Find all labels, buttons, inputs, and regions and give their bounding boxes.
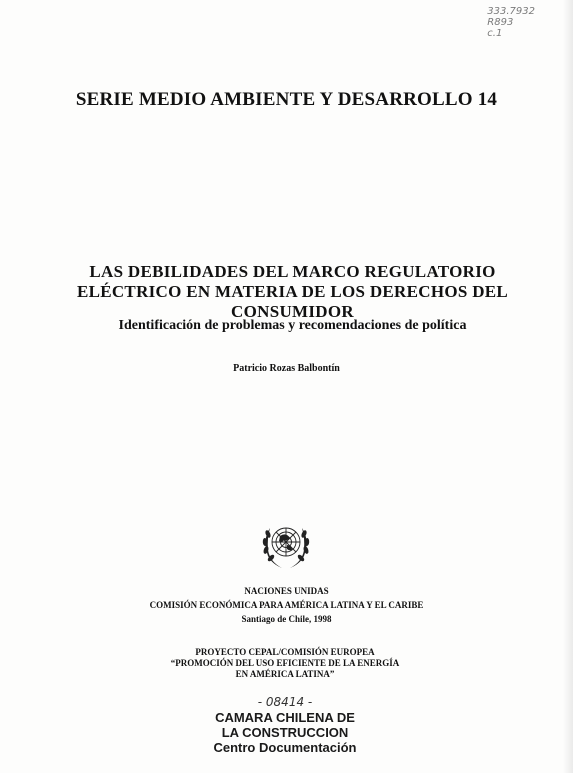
project-line-2: “PROMOCIÓN DEL USO EFICIENTE DE LA ENERGÍA — [170, 658, 400, 668]
stamp-line-3: Centro Documentación — [213, 740, 357, 755]
call-number-line-2: R893 — [487, 17, 514, 28]
handwritten-call-number — [487, 6, 535, 39]
project-block — [140, 647, 430, 680]
library-stamp — [200, 695, 370, 755]
document-title — [70, 262, 515, 322]
page-edge-shadow — [563, 0, 573, 773]
publisher-organization: NACIONES UNIDAS — [244, 586, 329, 596]
call-number-line-3: c.1 — [487, 28, 503, 39]
publisher-commission: COMISIÓN ECONÓMICA PARA AMÉRICA LATINA Y EL CARIBE — [149, 600, 424, 610]
author-name: Patricio Rozas Balbontín — [233, 363, 340, 374]
stamp-line-1: CAMARA CHILENA DE — [215, 710, 355, 725]
title-line-3: CONSUMIDOR — [231, 302, 354, 321]
project-line-3: EN AMÉRICA LATINA” — [235, 669, 335, 679]
un-emblem-icon — [256, 518, 316, 572]
project-line-1: PROYECTO CEPAL/COMISIÓN EUROPEA — [195, 647, 375, 657]
title-line-1: LAS DEBILIDADES DEL MARCO REGULATORIO — [89, 262, 496, 281]
call-number-line-1: 333.7932 — [487, 6, 535, 17]
series-heading: SERIE MEDIO AMBIENTE Y DESARROLLO 14 — [75, 89, 498, 110]
stamp-line-2: LA CONSTRUCCION — [221, 725, 349, 740]
title-line-2: ELÉCTRICO EN MATERIA DE LOS DERECHOS DEL — [76, 282, 509, 301]
stamp-accession-number: - 08414 - — [257, 695, 313, 709]
publication-place-date: Santiago de Chile, 1998 — [241, 614, 332, 624]
document-subtitle: Identificación de problemas y recomendaciones de política — [118, 318, 467, 333]
